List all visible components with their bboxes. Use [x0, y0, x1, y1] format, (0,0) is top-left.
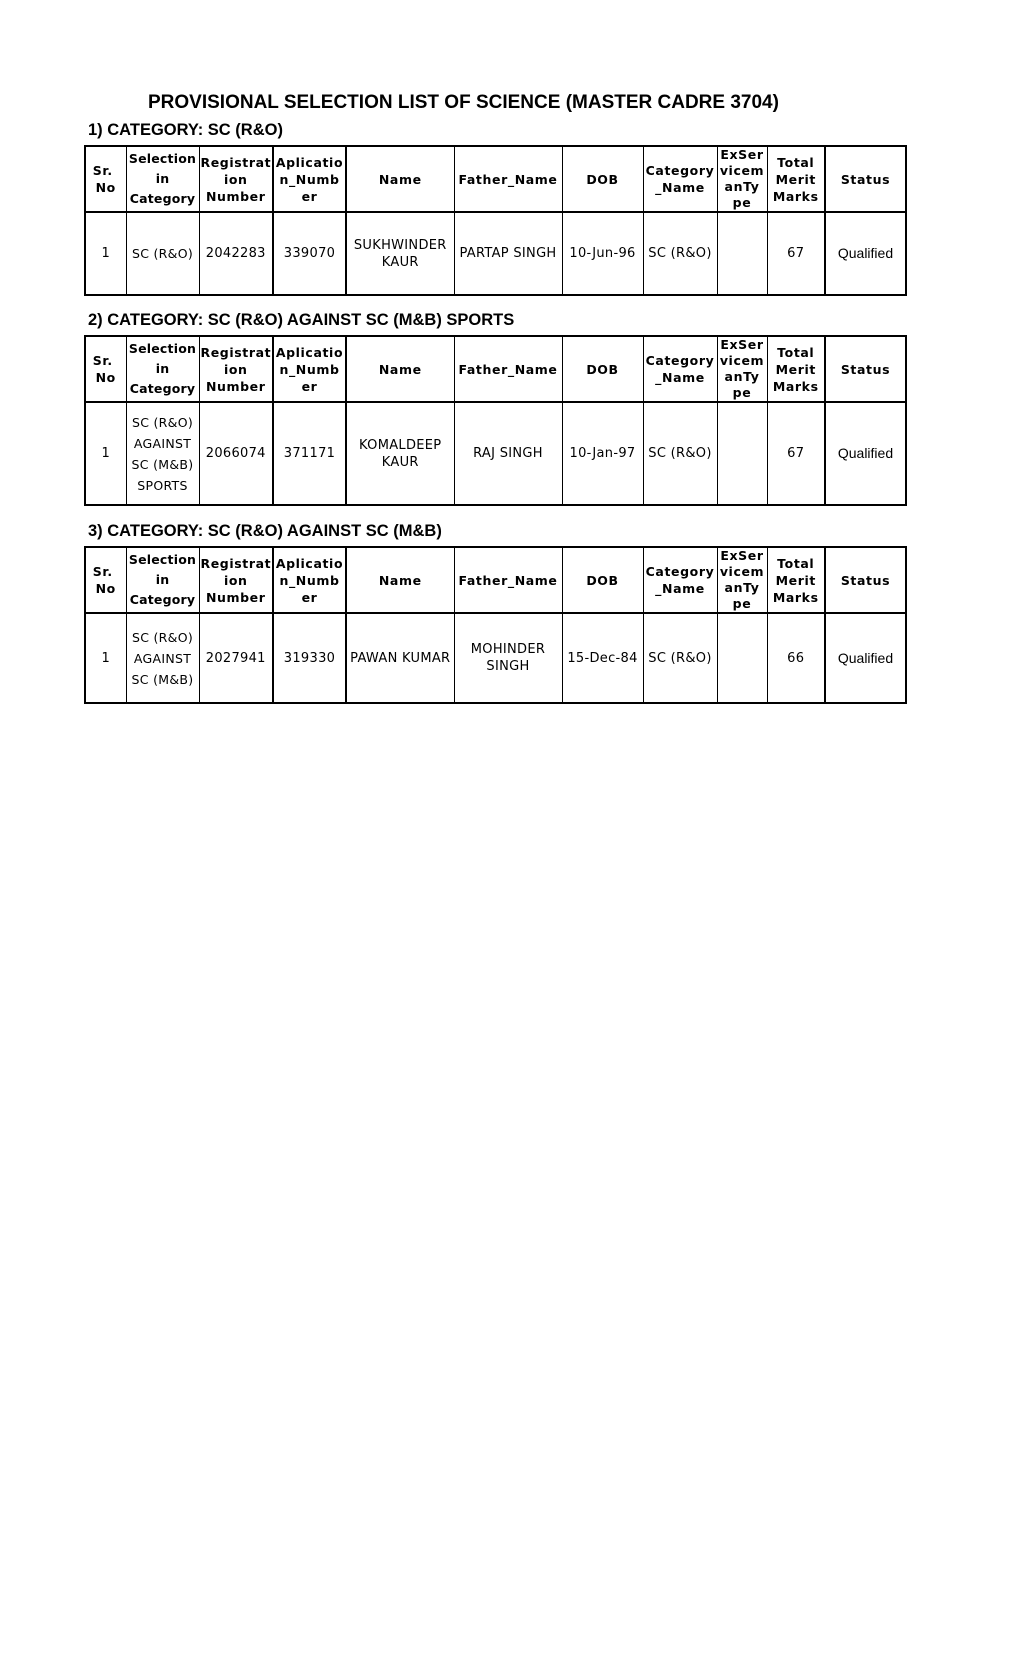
cell-name: PAWAN KUMAR [346, 613, 454, 703]
section-heading: 1) CATEGORY: SC (R&O) [88, 121, 283, 139]
header-application-number: Aplicatio n_Numb er [273, 146, 346, 212]
header-exservicemen-type: ExSer vicem anTy pe [717, 547, 767, 613]
cell-dob: 15-Dec-84 [562, 613, 643, 703]
cell-registration-number: 2066074 [199, 402, 273, 505]
section-heading: 2) CATEGORY: SC (R&O) AGAINST SC (M&B) SPORTS [88, 311, 515, 329]
cell-status: Qualified [825, 613, 906, 703]
header-application-number: Aplicatio n_Numb er [273, 336, 346, 402]
cell-name: SUKHWINDER KAUR [346, 212, 454, 295]
header-category-name: Category _Name [643, 547, 717, 613]
cell-exservicemen-type [717, 613, 767, 703]
cell-father-name: MOHINDER SINGH [454, 613, 562, 703]
header-total-merit-marks: Total Merit Marks [767, 146, 825, 212]
header-selection-category: Selection in Category [126, 336, 199, 402]
header-application-number: Aplicatio n_Numb er [273, 547, 346, 613]
cell-selection-category: SC (R&O) AGAINST SC (M&B) SPORTS [126, 402, 199, 505]
cell-father-name: PARTAP SINGH [454, 212, 562, 295]
table-row [85, 402, 906, 505]
header-sr-no: Sr. No [85, 336, 126, 402]
header-father-name: Father_Name [454, 336, 562, 402]
table-row [85, 613, 906, 703]
header-category-name: Category _Name [643, 336, 717, 402]
header-name: Name [346, 547, 454, 613]
table-row [85, 212, 906, 295]
header-selection-category: Selection in Category [126, 547, 199, 613]
cell-name: KOMALDEEP KAUR [346, 402, 454, 505]
selection-table [84, 145, 907, 296]
header-exservicemen-type: ExSer vicem anTy pe [717, 336, 767, 402]
cell-status: Qualified [825, 212, 906, 295]
cell-registration-number: 2027941 [199, 613, 273, 703]
header-exservicemen-type: ExSer vicem anTy pe [717, 146, 767, 212]
cell-exservicemen-type [717, 212, 767, 295]
header-registration-number: Registrat ion Number [199, 146, 273, 212]
document-title: PROVISIONAL SELECTION LIST OF SCIENCE (MASTER CADRE 3704) [148, 92, 779, 113]
cell-sr-no: 1 [85, 613, 126, 703]
header-dob: DOB [562, 336, 643, 402]
cell-total-merit-marks: 67 [767, 402, 825, 505]
header-sr-no: Sr. No [85, 547, 126, 613]
header-selection-category: Selection in Category [126, 146, 199, 212]
cell-registration-number: 2042283 [199, 212, 273, 295]
header-father-name: Father_Name [454, 547, 562, 613]
cell-sr-no: 1 [85, 212, 126, 295]
header-dob: DOB [562, 146, 643, 212]
cell-total-merit-marks: 66 [767, 613, 825, 703]
header-status: Status [825, 336, 906, 402]
cell-category-name: SC (R&O) [643, 613, 717, 703]
cell-category-name: SC (R&O) [643, 402, 717, 505]
header-total-merit-marks: Total Merit Marks [767, 336, 825, 402]
selection-table [84, 335, 907, 506]
cell-category-name: SC (R&O) [643, 212, 717, 295]
cell-application-number: 319330 [273, 613, 346, 703]
cell-application-number: 339070 [273, 212, 346, 295]
cell-exservicemen-type [717, 402, 767, 505]
header-name: Name [346, 146, 454, 212]
cell-dob: 10-Jun-96 [562, 212, 643, 295]
cell-father-name: RAJ SINGH [454, 402, 562, 505]
header-dob: DOB [562, 547, 643, 613]
cell-application-number: 371171 [273, 402, 346, 505]
selection-table [84, 546, 907, 704]
header-status: Status [825, 547, 906, 613]
header-registration-number: Registrat ion Number [199, 547, 273, 613]
header-sr-no: Sr. No [85, 146, 126, 212]
section-heading: 3) CATEGORY: SC (R&O) AGAINST SC (M&B) [88, 522, 442, 540]
cell-status: Qualified [825, 402, 906, 505]
header-total-merit-marks: Total Merit Marks [767, 547, 825, 613]
cell-sr-no: 1 [85, 402, 126, 505]
header-name: Name [346, 336, 454, 402]
header-status: Status [825, 146, 906, 212]
cell-dob: 10-Jan-97 [562, 402, 643, 505]
cell-selection-category: SC (R&O) AGAINST SC (M&B) [126, 613, 199, 703]
cell-total-merit-marks: 67 [767, 212, 825, 295]
header-category-name: Category _Name [643, 146, 717, 212]
cell-selection-category: SC (R&O) [126, 212, 199, 295]
header-father-name: Father_Name [454, 146, 562, 212]
header-registration-number: Registrat ion Number [199, 336, 273, 402]
